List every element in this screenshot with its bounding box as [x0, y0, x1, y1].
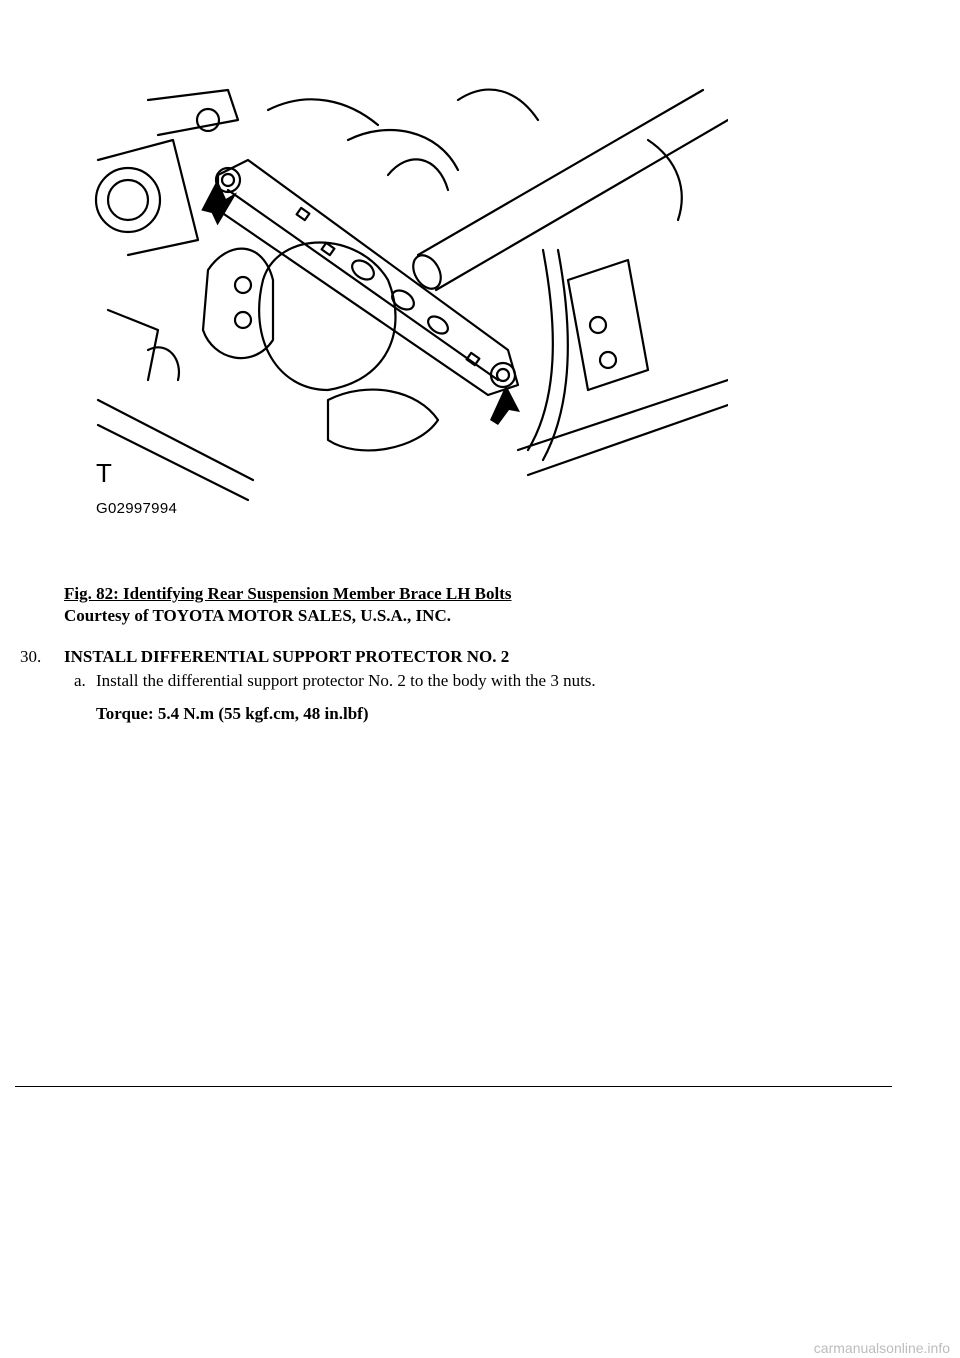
page-divider	[15, 1086, 892, 1087]
torque-spec: Torque: 5.4 N.m (55 kgf.cm, 48 in.lbf)	[96, 704, 369, 723]
watermark: carmanualsonline.info	[813, 1340, 950, 1356]
figure-courtesy: Courtesy of TOYOTA MOTOR SALES, U.S.A., INC.	[64, 606, 451, 625]
substep-a	[74, 670, 596, 692]
suspension-brace-drawing	[88, 80, 728, 525]
step-number: 30.	[20, 647, 42, 666]
figure-letter: T	[96, 458, 112, 488]
substep-text: Install the differential support protector No. 2 to the body with the 3 nuts.	[96, 671, 596, 690]
step-30	[20, 646, 509, 668]
arrow-icon	[197, 177, 520, 425]
figure-code: G02997994	[96, 500, 178, 517]
suspension-brace-figure	[88, 80, 728, 525]
substep-letter: a.	[74, 671, 86, 690]
step-heading: INSTALL DIFFERENTIAL SUPPORT PROTECTOR NO. 2	[64, 647, 510, 666]
figure-caption	[64, 583, 512, 627]
figure-title[interactable]: Fig. 82: Identifying Rear Suspension Member Brace LH Bolts	[64, 584, 512, 603]
